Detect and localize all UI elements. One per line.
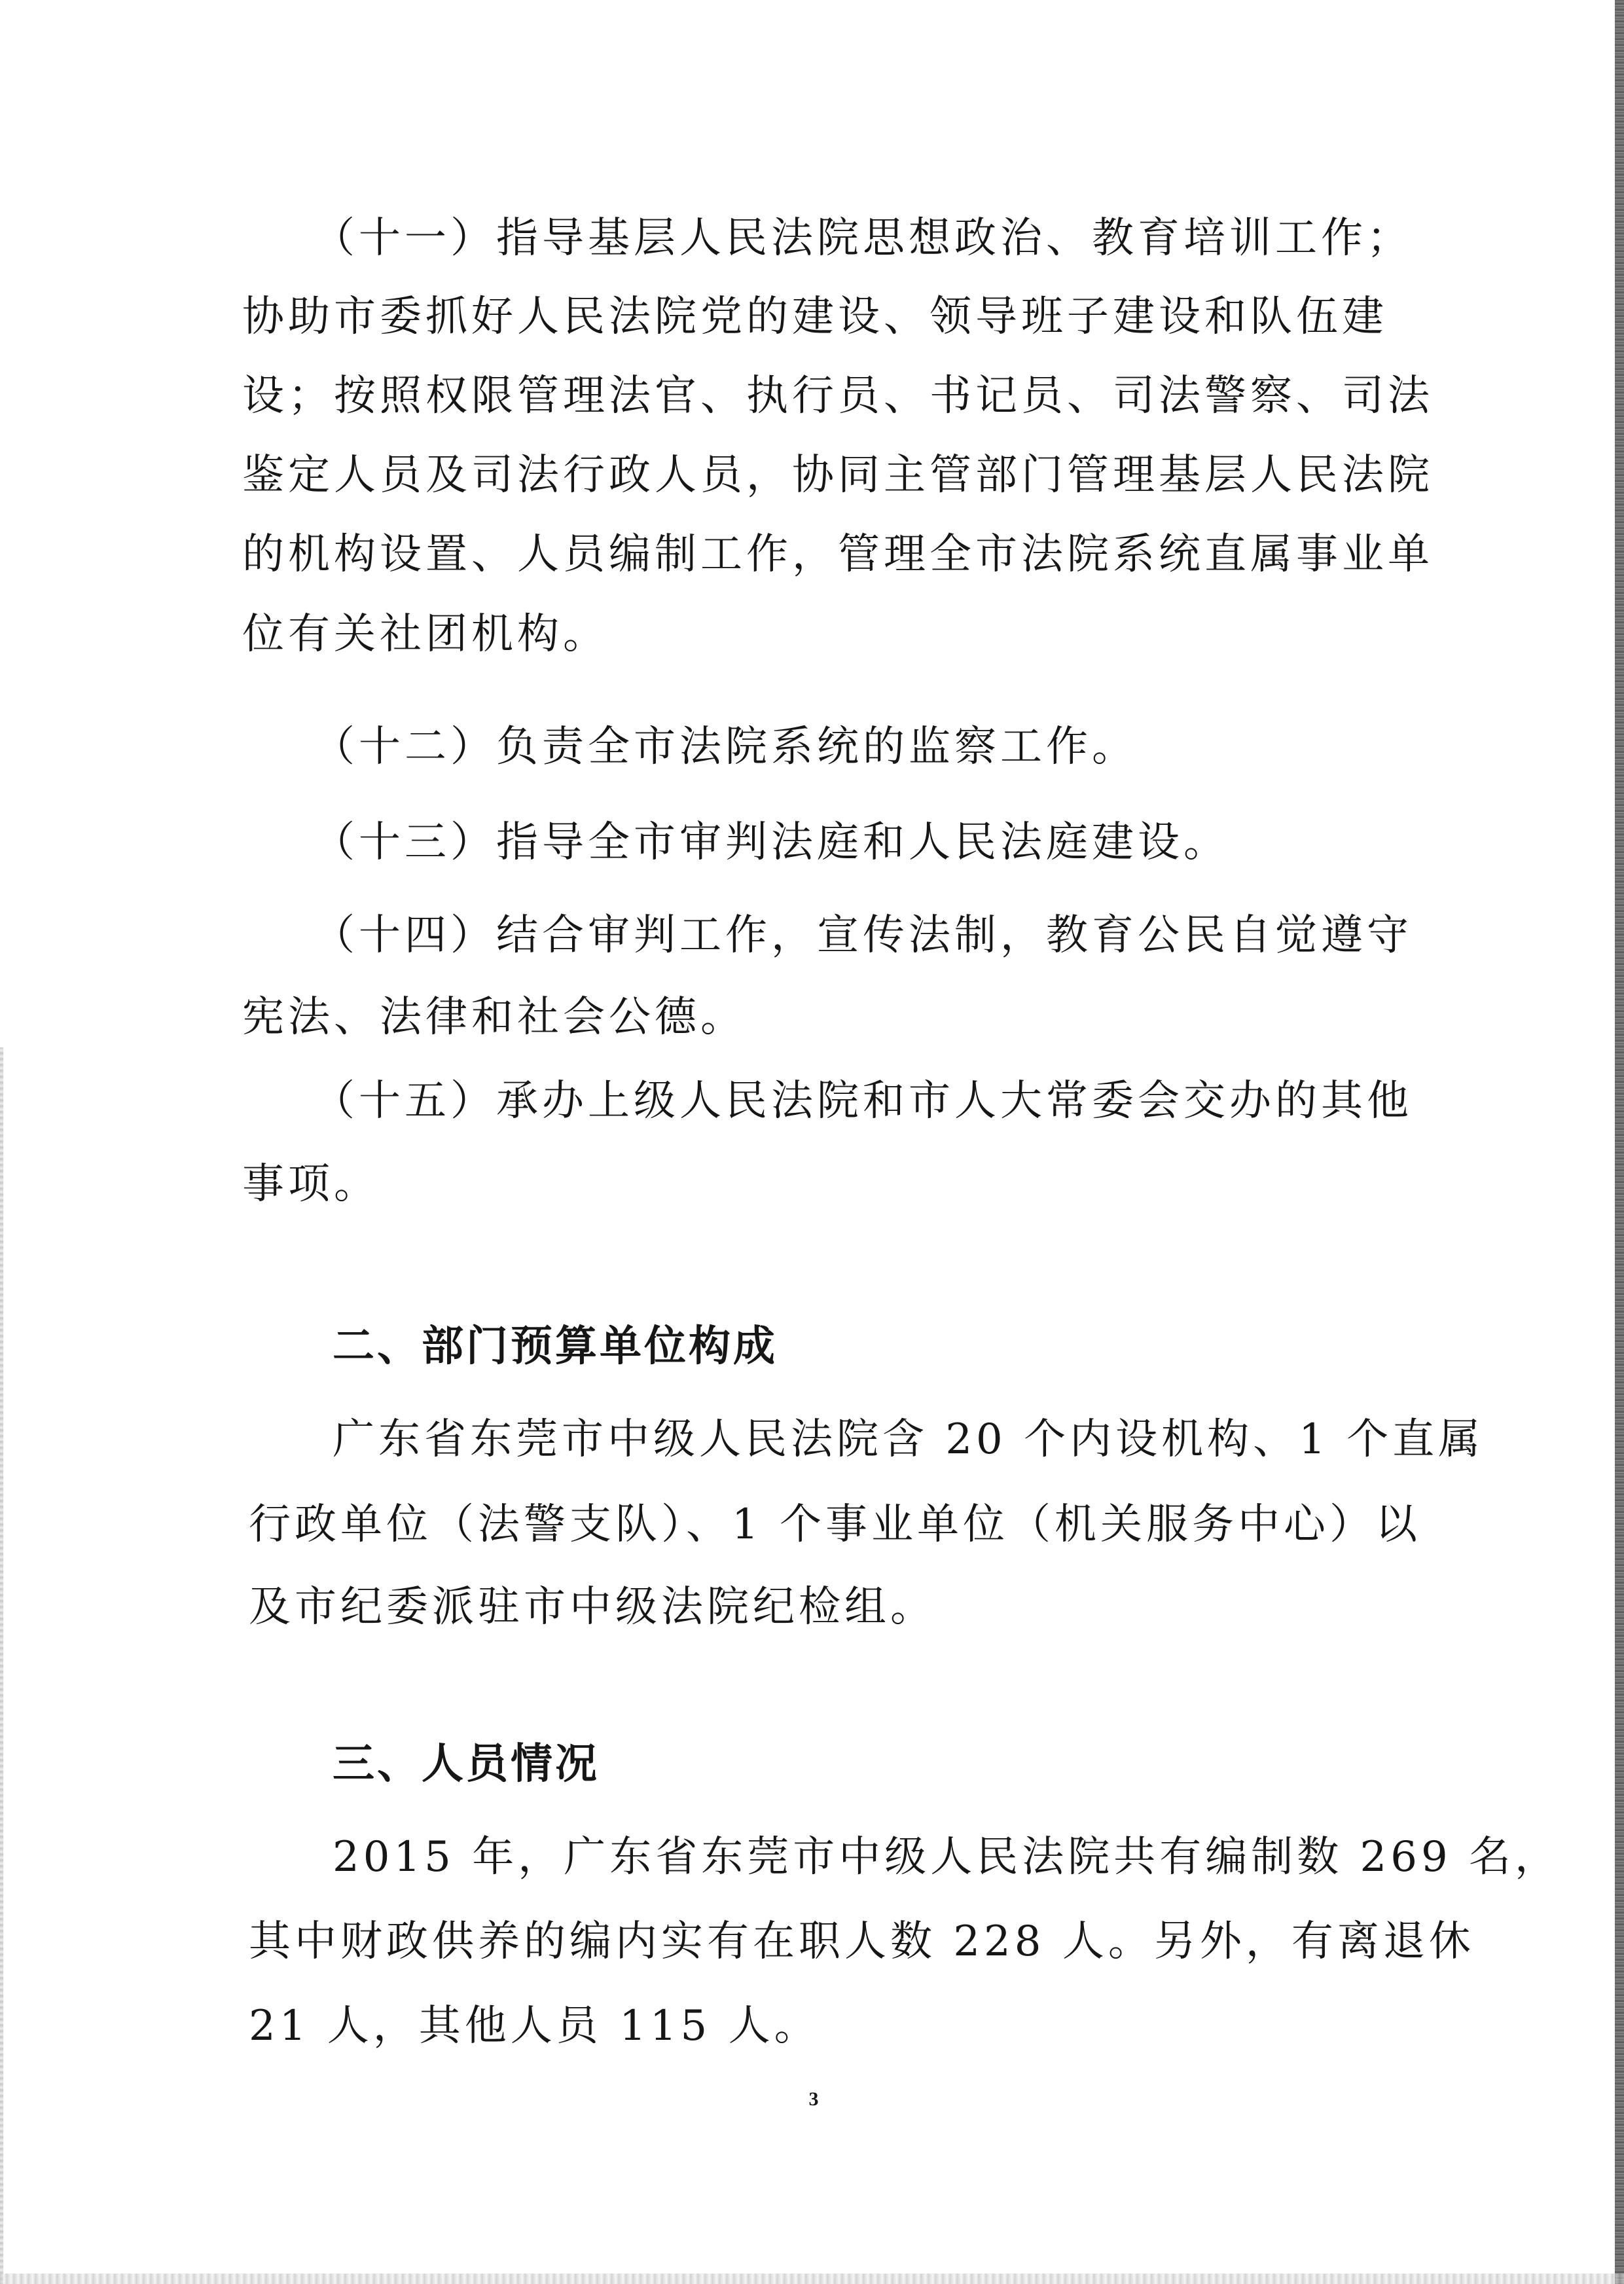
item-11-line-2: 协助市委抓好人民法院党的建设、领导班子建设和队伍建	[242, 293, 1388, 341]
section-2-line-2: 行政单位（法警支队）、1 个事业单位（机关服务中心）以	[249, 1500, 1422, 1549]
section-3-line-2: 其中财政供养的编内实有在职人数 228 人。另外，有离退休	[249, 1917, 1475, 1966]
item-13-line-1: （十三）指导全市审判法庭和人民法庭建设。	[313, 818, 1229, 867]
section-2-line-3: 及市纪委派驻市中级法院纪检组。	[249, 1583, 936, 1631]
item-15-line-1: （十五）承办上级人民法院和市人大常委会交办的其他	[313, 1077, 1413, 1125]
section-3-line-3: 21 人，其他人员 115 人。	[249, 2002, 820, 2050]
item-12-line-1: （十二）负责全市法院系统的监察工作。	[313, 723, 1138, 771]
item-14-line-2: 宪法、法律和社会公德。	[242, 993, 746, 1042]
scan-edge-left	[0, 1047, 3, 2284]
scan-edge-right	[1615, 0, 1624, 2284]
item-11-line-3: 设；按照权限管理法官、执行员、书记员、司法警察、司法	[242, 372, 1434, 420]
section-3-heading: 三、人员情况	[333, 1740, 600, 1788]
item-14-line-1: （十四）结合审判工作，宣传法制，教育公民自觉遵守	[313, 911, 1413, 960]
item-11-line-4: 鉴定人员及司法行政人员，协同主管部门管理基层人民法院	[242, 451, 1434, 499]
item-11-line-6: 位有关社团机构。	[242, 610, 609, 659]
section-3-line-1: 2015 年，广东省东莞市中级人民法院共有编制数 269 名，	[333, 1833, 1561, 1881]
item-15-line-2: 事项。	[242, 1160, 380, 1208]
page-number: 3	[808, 2088, 819, 2110]
section-2-heading: 二、部门预算单位构成	[333, 1322, 778, 1371]
item-11-line-1: （十一）指导基层人民法院思想政治、教育培训工作；	[313, 214, 1413, 263]
item-11-line-5: 的机构设置、人员编制工作，管理全市法院系统直属事业单	[242, 530, 1434, 579]
scan-edge-bottom	[0, 2274, 1624, 2284]
section-2-line-1: 广东省东莞市中级人民法院含 20 个内设机构、1 个直属	[333, 1415, 1485, 1464]
